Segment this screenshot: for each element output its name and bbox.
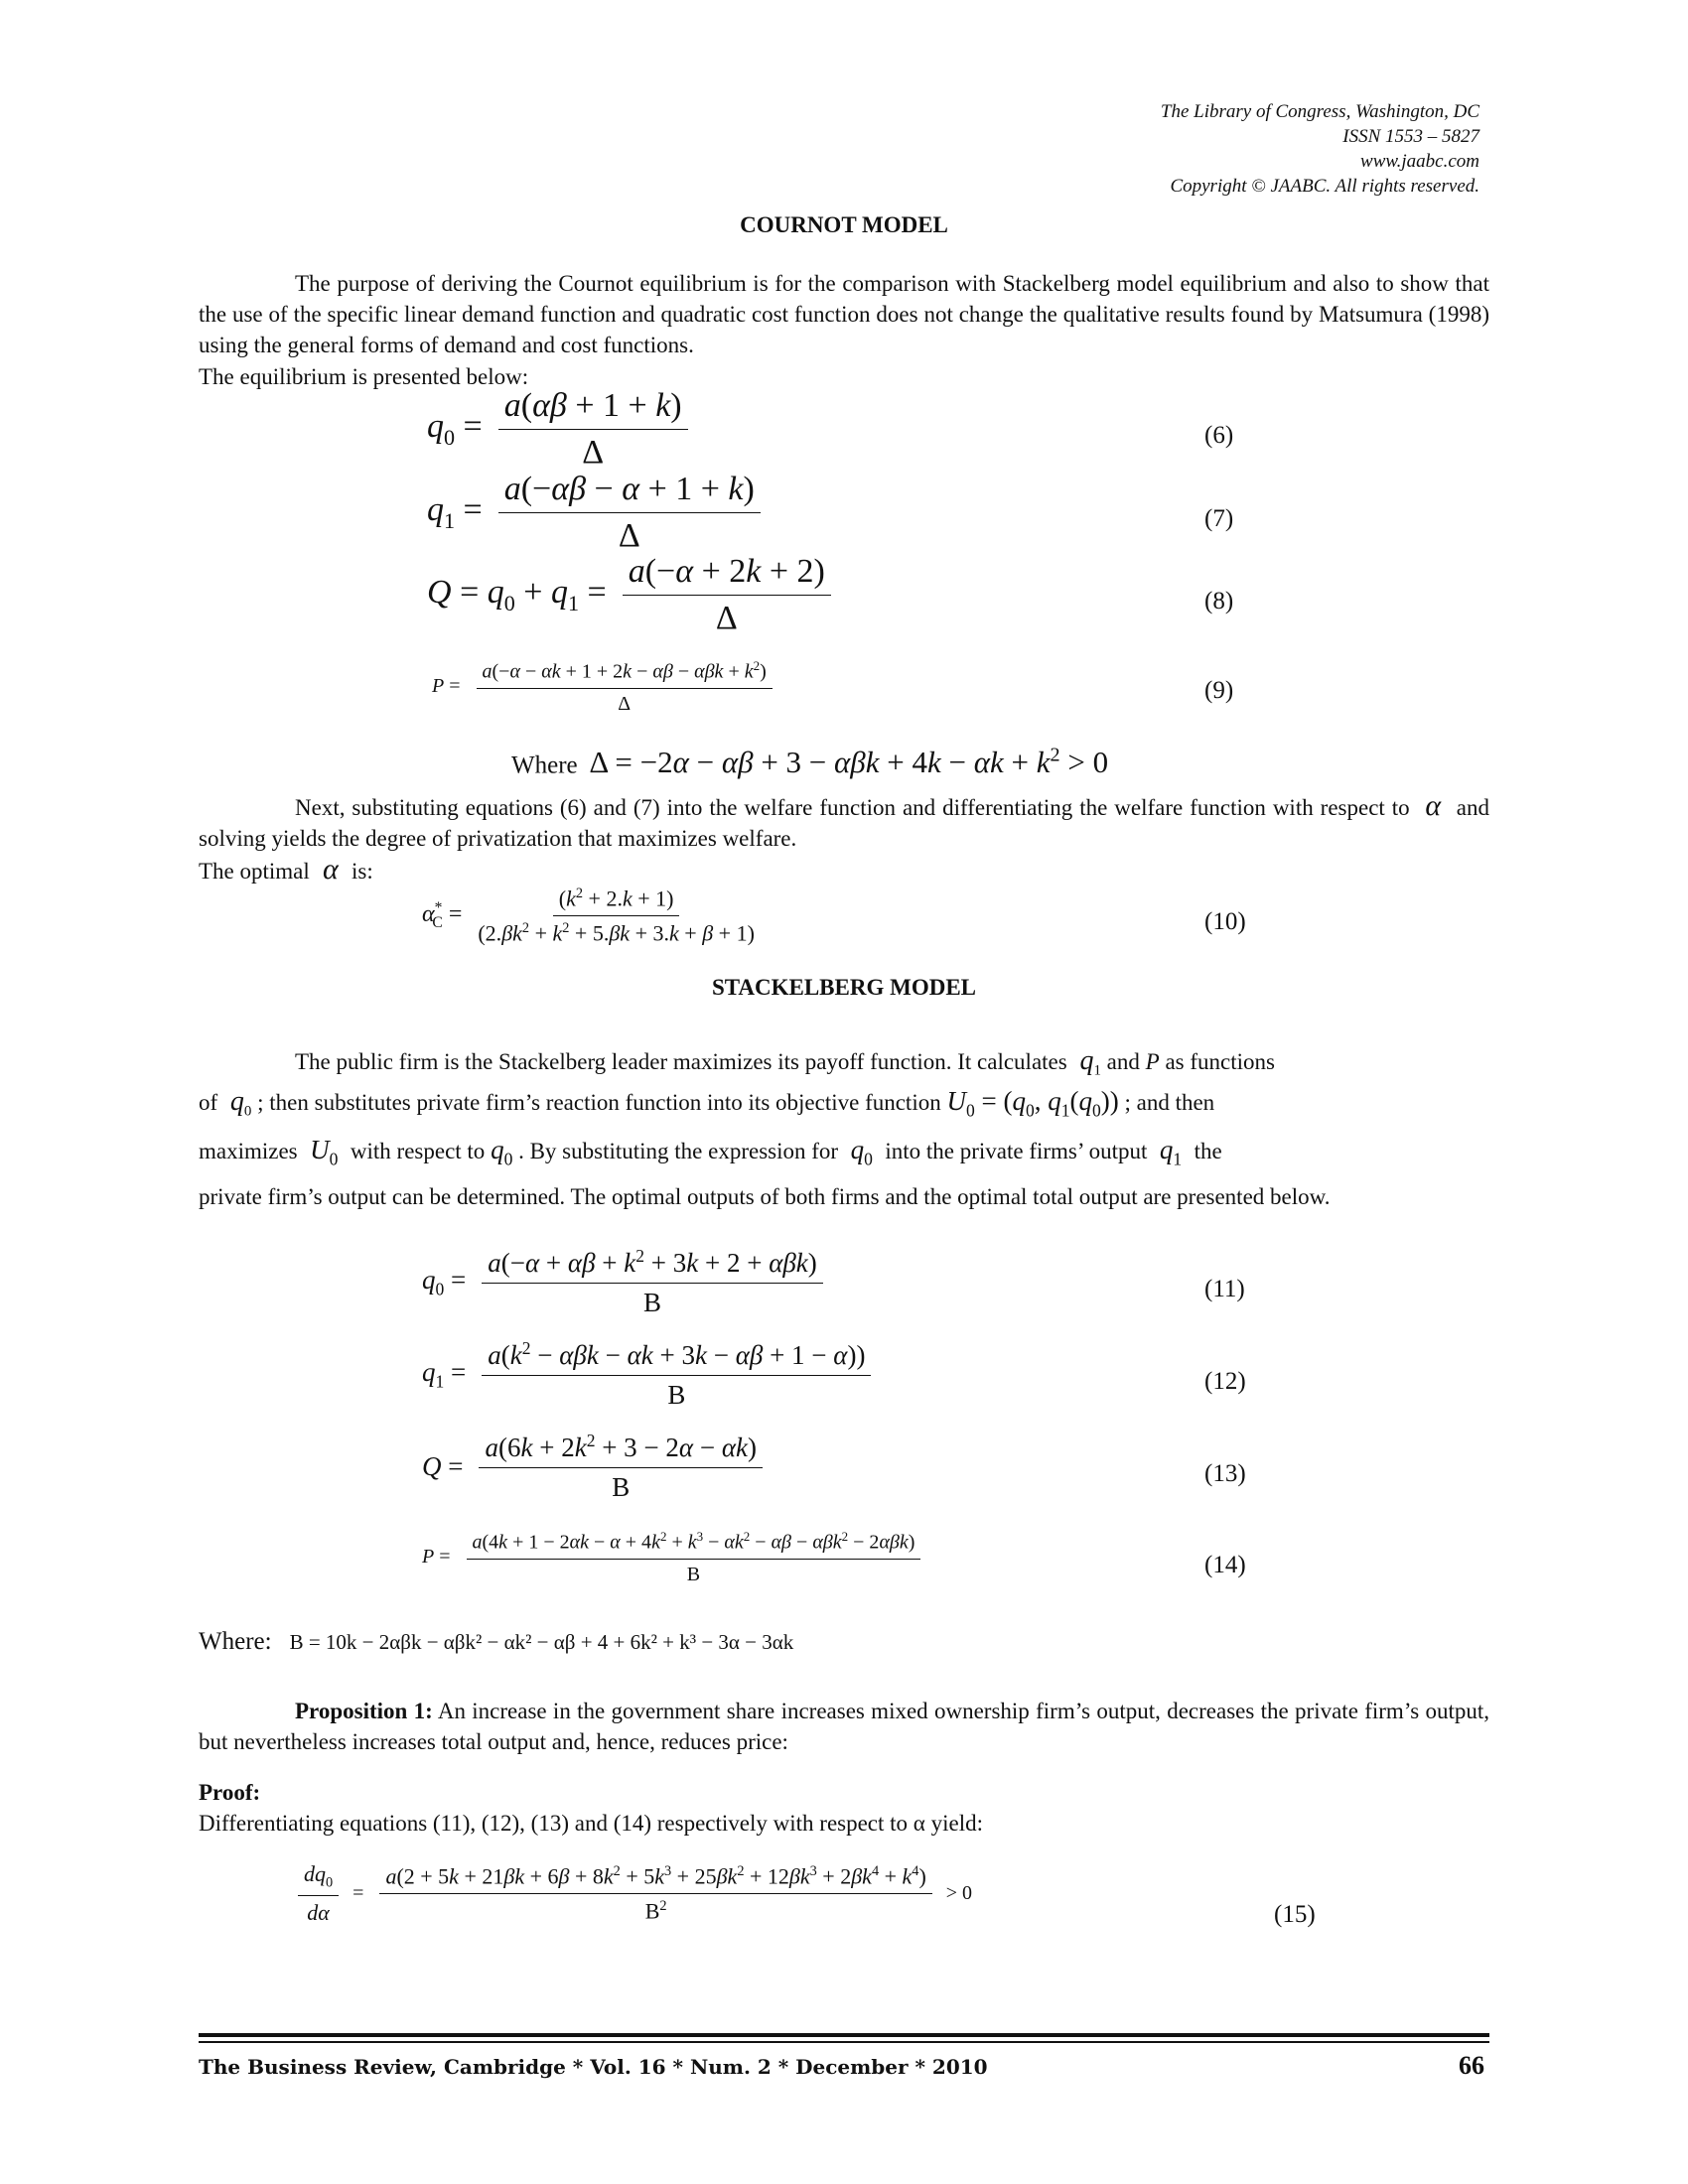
equation-number: (15): [1274, 1901, 1316, 1928]
equation-number: (11): [1204, 1276, 1245, 1302]
copyright-line: Copyright © JAABC. All rights reserved.: [1170, 176, 1479, 197]
proposition-text: An increase in the government share increases mixed ownership firm’s output, decreases the private firm’s output, but nevertheless increases total output and, hence, reduces price:: [199, 1699, 1490, 1754]
footer-rule: [199, 2033, 1489, 2037]
delta-definition: Where $\Delta = -2\alpha - \alpha\beta + 3 - \alpha\beta k + 4k - \alpha k + k^2 > 0$: [511, 745, 1109, 780]
b-definition: [199, 1628, 793, 1656]
website-line[interactable]: www.jaabc.com: [1360, 151, 1479, 172]
equation-number: (9): [1204, 677, 1234, 704]
equation-number: (8): [1204, 588, 1234, 614]
publisher-line: The Library of Congress, Washington, DC: [1160, 101, 1479, 122]
equation-number: (10): [1204, 908, 1246, 935]
page-number: 66: [1459, 2051, 1484, 2080]
next-substituting-paragraph: Next, substituting equations (6) and (7) into the welfare function and differentiating the welfare function with respect to α and solving yields the degree of privatization that maximizes welfare.: [199, 789, 1490, 851]
equation-number: (6): [1204, 422, 1234, 449]
where-word: Where: [511, 751, 578, 779]
proposition-label: Proposition 1:: [295, 1699, 433, 1723]
equation-number: (12): [1204, 1368, 1246, 1395]
cournot-heading: COURNOT MODEL: [740, 212, 948, 237]
equation-number: (14): [1204, 1552, 1246, 1578]
optimal-alpha-line: The optimal α is:: [199, 853, 373, 886]
stackelberg-paragraph: The public firm is the Stackelberg leader maximizes its payoff function. It calculates $q_1$ and P as functions: [295, 1045, 1275, 1079]
footer-rule: [199, 2041, 1489, 2043]
proof-text: Differentiating equations (11), (12), (13) and (14) respectively with respect to α yield:: [199, 1811, 983, 1836]
b-expression: B = 10k − 2αβk − αβk² − αk² − αβ + 4 + 6k² + k³ − 3α − 3αk: [289, 1630, 794, 1654]
stackelberg-line-2: of $q_0$ ; then substitutes private firm’s reaction function into its objective function $U_0 = (q_0$, $q_1(q_0)$) ; and then: [199, 1086, 1215, 1121]
stackelberg-heading: STACKELBERG MODEL: [711, 975, 977, 1000]
cournot-intro-paragraph: The purpose of deriving the Cournot equilibrium is for the comparison with Stackelberg model equilibrium and also to show that the use of the specific linear demand function and quadratic cost function does not change the qualitative results found by Matsumura (1998) using the general forms of demand and cost functions.: [199, 271, 1489, 357]
proof-label: Proof:: [199, 1780, 261, 1805]
stackelberg-line-4: private firm’s output can be determined. The optimal outputs of both firms and the optimal total output are presented below.: [199, 1184, 1331, 1209]
journal-footer: The Business Review, Cambridge * Vol. 16 * Num. 2 * December * 2010: [199, 2055, 988, 2079]
where-label: Where:: [199, 1628, 272, 1655]
equilibrium-line: The equilibrium is presented below:: [199, 364, 529, 389]
equation-number: (7): [1204, 505, 1234, 532]
publisher-info: [1161, 99, 1479, 199]
equation-number: (13): [1204, 1460, 1246, 1487]
proposition-1: [199, 1696, 1489, 1757]
stackelberg-line-3: maximizes $U_0$ with respect to $q_0$ . By substituting the expression for $q_0$ into the private firms’ output $q_1$ the: [199, 1135, 1222, 1169]
issn-line: ISSN 1553 – 5827: [1342, 126, 1479, 147]
